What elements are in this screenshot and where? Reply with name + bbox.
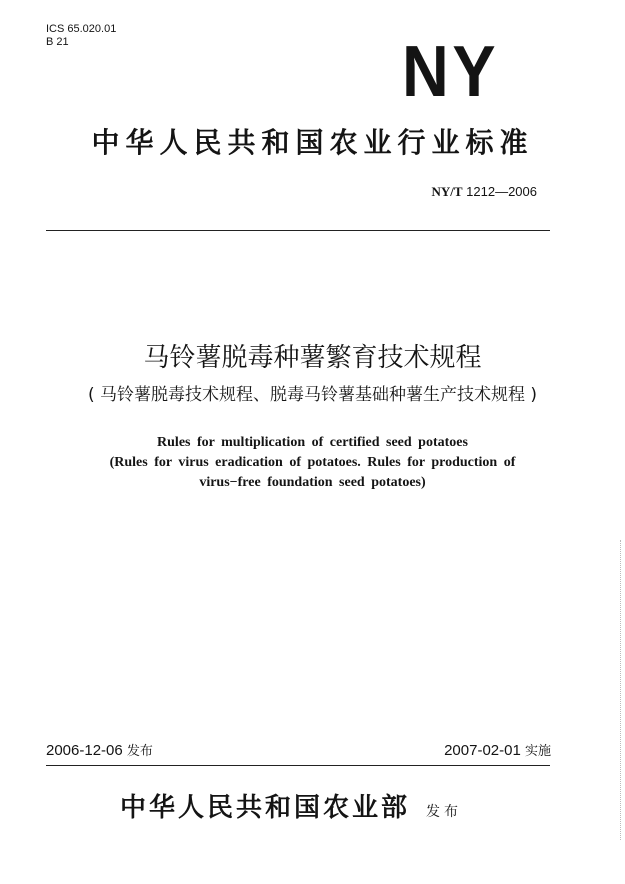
subtitle-chinese: ( 马铃薯脱毒技术规程、脱毒马铃薯基础种薯生产技术规程 ) [87, 385, 538, 405]
standard-prefix: NY/T [431, 184, 463, 199]
header-divider [46, 230, 550, 231]
implement-date [444, 741, 551, 762]
implement-date-value: 2007-02-01 [444, 742, 521, 759]
standard-number [431, 184, 537, 200]
title-english-line: Rules for multiplication of certified seed potatoes [157, 435, 468, 450]
title-english [40, 433, 585, 493]
publisher-label: 发布 [426, 804, 462, 820]
issue-date-value: 2006-12-06 [46, 742, 123, 759]
implement-label: 实施 [524, 744, 551, 759]
ics-code: ICS 65.020.01 [46, 23, 117, 35]
issue-label: 发布 [126, 744, 153, 759]
page-edge-mark [619, 540, 621, 840]
title-english-line: (Rules for virus eradication of potatoes. Rules for production of [109, 455, 516, 470]
ccs-code: B 21 [46, 36, 69, 48]
issue-date [46, 741, 153, 762]
standard-type-heading: 中华人民共和国农业行业标准 [91, 126, 534, 159]
title-english-line: virus−free foundation seed potatoes) [199, 475, 426, 490]
classification-codes [46, 23, 116, 49]
title-chinese: 马铃薯脱毒种薯繁育技术规程 [143, 343, 482, 373]
standard-number-value: 1212—2006 [466, 184, 537, 199]
footer-divider [46, 765, 550, 766]
publisher-name: 中华人民共和国农业部 [120, 793, 411, 823]
ny-logo: NY [402, 32, 500, 112]
